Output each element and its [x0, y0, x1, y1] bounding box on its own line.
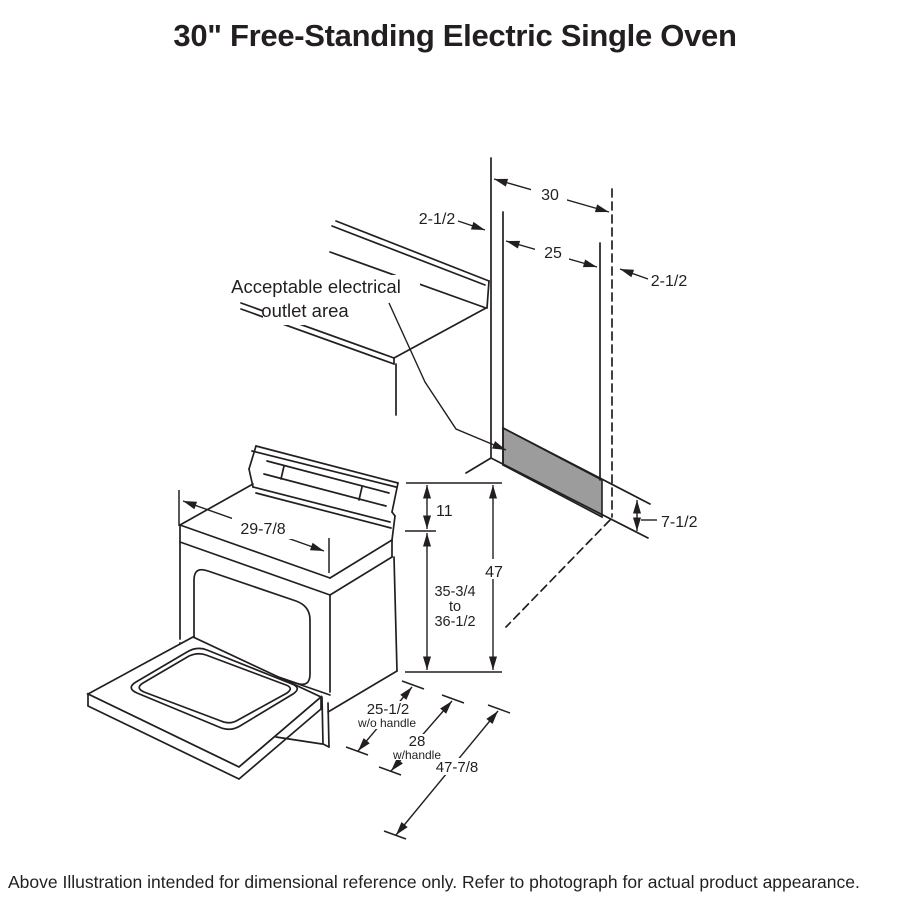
- page-title: 30" Free-Standing Electric Single Oven: [173, 18, 737, 53]
- dim-cooktop-height-min: 35-3/4: [434, 584, 476, 600]
- dim-total-height: 47: [485, 564, 503, 581]
- control-display-band: [267, 461, 389, 493]
- backsplash-top-edge: [336, 221, 489, 281]
- dim-wall-width: 30: [541, 187, 559, 204]
- dim-right-gap: 2-1/2: [650, 273, 688, 290]
- footer-note: Above Illustration intended for dimensional reference only. Refer to photograph for actual product appearance.: [8, 872, 860, 892]
- dim-cooktop-width: 29-7/8: [240, 521, 286, 538]
- floor-projection-dashed: [506, 520, 610, 627]
- dim-left-gap: 2-1/2: [418, 211, 456, 228]
- outlet-leader-line: [389, 303, 506, 450]
- backsplash-end-cap: [487, 281, 489, 308]
- range-illustration: [88, 446, 398, 779]
- dim-leader-right-gap: [620, 269, 648, 279]
- dim-leader-left-gap: [458, 221, 485, 230]
- dim-outlet-height: 7-1/2: [661, 514, 698, 531]
- oven-door-open: [88, 637, 321, 779]
- dim-depth-wo-handle-note: w/o handle: [357, 716, 417, 730]
- dim-depth-w-handle: 28: [408, 733, 426, 750]
- dim-depth-w-handle-note: w/handle: [392, 748, 442, 762]
- dim-range-space: 25: [544, 245, 562, 262]
- dim-backguard-height: 11: [436, 503, 453, 520]
- outlet-label-line2: outlet area: [261, 300, 349, 321]
- floor-corner-line: [466, 458, 491, 473]
- dim-depth-door-open: 47-7/8: [435, 759, 479, 776]
- outlet-label-line1: Acceptable electrical: [231, 276, 401, 297]
- dim-depth-wo-handle: 25-1/2: [366, 701, 410, 718]
- dim-cooktop-height-max: 36-1/2: [434, 614, 476, 630]
- counter-right-edge: [394, 308, 486, 358]
- dim-cooktop-height-to: to: [448, 599, 462, 615]
- door-top-surface: [88, 637, 321, 767]
